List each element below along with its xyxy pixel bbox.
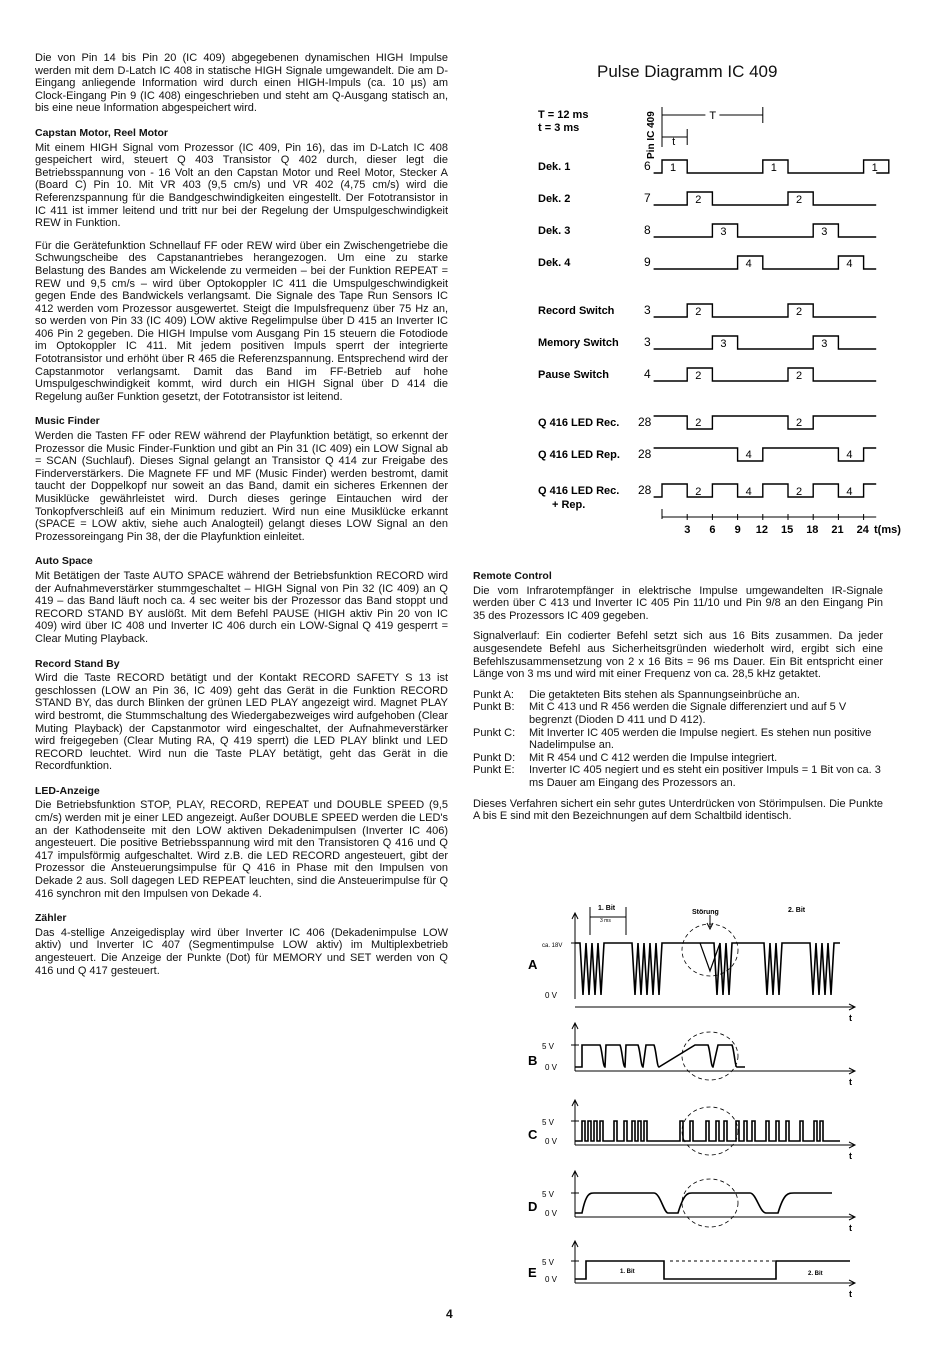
disturbance-spike	[700, 943, 720, 971]
time-label: t	[849, 1151, 852, 1161]
pulse-waveform	[654, 304, 877, 317]
signal-waveform	[575, 1045, 745, 1067]
pin-number: 6	[644, 159, 651, 173]
axis-tick-label: 3	[684, 524, 691, 536]
signal-trace-b	[528, 1023, 855, 1087]
pulse-number: 3	[821, 338, 828, 350]
pulse-width-label: t = 3 ms	[538, 122, 580, 134]
pulse-number: 2	[796, 306, 803, 318]
voltage-label: 5 V	[542, 1042, 555, 1051]
pulse-number: 2	[695, 417, 702, 429]
trace-letter: A	[528, 957, 538, 972]
pulse-row-label: Dek. 3	[538, 225, 571, 237]
section-heading-music-finder: Music Finder	[35, 415, 100, 428]
disturbance-label: Störung	[692, 909, 719, 916]
section-heading-counter: Zähler	[35, 912, 67, 925]
trace-letter: D	[528, 1199, 538, 1214]
bit-duration-label: 3 ms	[600, 918, 611, 924]
point-item: Punkt D: Mit R 454 und C 412 werden die Impulse integriert.	[473, 751, 778, 764]
bit1-label: 1. Bit	[598, 905, 616, 912]
pin-number: 4	[644, 367, 651, 381]
paragraph: Dieses Verfahren sichert ein sehr gutes Unterdrücken von Störimpulsen. Die Punkte A bis E sind mit den Bezeichnungen auf dem Schaltbild identisch.	[473, 797, 883, 823]
paragraph: Die Betriebsfunktion STOP, PLAY, RECORD, REPEAT und DOUBLE SPEED (9,5 cm/s) werden mit je einer LED angezeigt. Außer DOUBLE SPEED werden die LED's an der Kathodenseite mit den LOW aktiven Dekadenimpulsen (Inverter IC 406) angesteuert. Die positive Betriebsspannung wird mit den Transistoren Q 416 und Q 417 impulsförmig aufgeschaltet. Wird z.B. die LED RECORD angesteuert, gibt der Prozessor die Ansteuerungsimpulse für Q 416 in Phase mit den Impulsen von Dekade 2 aus. Soll dagegen LED REPEAT leuchten, sind die Ansteuerimpulse für Q 416 synchron mit den Impulsen von Dekade 4.	[35, 799, 448, 900]
point-item: Punkt A: Die getakteten Bits stehen als Spannungseinbrüche an.	[473, 688, 800, 701]
axis-tick-label: 15	[781, 524, 794, 536]
bit2-label: 2. Bit	[788, 907, 806, 914]
pulse-row-label: Q 416 LED Rec.	[538, 417, 620, 429]
pulse-number: 3	[821, 226, 828, 238]
paragraph: Werden die Tasten FF oder REW während der Playfunktion betätigt, so erkennt der Prozessor die Music Finder-Funktion und gibt an Pin 31 (IC 409) ein LOW Signal ab = SCAN (Suchlauf). Dieses Signal gelangt an Transistor Q 414 zur Freigabe des Finderverstärkers. Die Magnete FF und MF (Music Finder) werden bestromt, damit taucht der Doppelkopf nur soweit an das Band, damit ein sicheres Erkennen der Musiklücke gewährleistet wird. Durch dieses geringe Eintauchen wird der Tonkopfverschleiß auf ein Minimum reduziert. Wird nun eine Musiklücke erkannt (SPACE = LOW aktiv, siehe auch Analogteil) gelangt dieses LOW Signal an den Prozessoreingang Pin 38, der die Playfunktion einleitet.	[35, 430, 448, 543]
page-number: 4	[446, 1307, 453, 1321]
point-list	[473, 689, 883, 790]
remote-signal-diagram	[520, 895, 880, 1305]
point-item: Punkt B: Mit C 413 und R 456 werden die Signale differenziert und auf 5 V begrenzt (Dioden D 411 und D 412).	[473, 701, 847, 726]
axis-tick-label: 9	[734, 524, 741, 536]
pin-number: 3	[644, 303, 651, 317]
pulse-waveform	[654, 416, 877, 429]
voltage-label: 5 V	[542, 1118, 555, 1127]
point-item: Punkt E: Inverter IC 405 negiert und es steht ein positiver Impuls = 1 Bit von ca. 3 ms Dauer am Eingang des Prozessors an.	[473, 764, 881, 789]
pulse-number: 3	[720, 226, 727, 238]
paragraph: Mit einem HIGH Signal vom Prozessor (IC 409, Pin 16), das im D-Latch IC 408 gespeichert wird, steuert Q 403 Transistor Q 402 durch, dieser legt die Betriebsspannung von - 16 Volt an den Capstan Motor und Reel Motor, Stecker A (Board C) Pin 10. Mit VR 403 (9,5 cm/s) und VR 402 (4,75 cm/s) wird die Referenzspannung für die Bandgeschwindigkeiten eingestellt. Der Fototransistor in IC 411 ist immer leitend und tritt nur bei der Regelung der Umspulgeschwindigkeit REW in Funktion.	[35, 141, 448, 230]
point-item: Punkt C: Mit Inverter IC 405 werden die Impulse negiert. Es stehen nun positive Nadelimpulse an.	[473, 726, 872, 752]
pulse-row-label: Record Switch	[538, 305, 615, 317]
trace-letter: B	[528, 1053, 538, 1068]
disturbance-arrow	[707, 915, 713, 929]
period-label: T = 12 ms	[538, 109, 589, 121]
intro-paragraph: Die von Pin 14 bis Pin 20 (IC 409) abgegebenen dynamischen HIGH Impulse werden mit dem D-Latch IC 408 in statische HIGH Signale umgewandelt. Die am D-Eingang anliegende Information wird durch einen HIGH-Impuls (ca. 10 µs) am Clock-Eingang Pin 9 (IC 408) eingeschrieben und steht am Q-Ausgang statisch an, bis eine neue Information abgespeichert wird.	[35, 52, 448, 115]
pin-number: 9	[644, 255, 651, 269]
pulse-waveform	[654, 336, 877, 349]
zero-volt-label: 0 V	[545, 991, 558, 1000]
pulse-number: 2	[796, 417, 803, 429]
bit2-label: 2. Bit	[808, 1271, 823, 1277]
pulse-number: 1	[770, 162, 777, 174]
pin-number: 7	[644, 191, 651, 205]
trace-letter: E	[528, 1265, 537, 1280]
pulse-waveform	[654, 224, 877, 237]
paragraph: Mit Betätigen der Taste AUTO SPACE während der Betriebsfunktion RECORD wird der Aufnahmeverstärker stummgeschaltet – HIGH Signal von Pin 32 (IC 409) an Q 419 – das Band läuft noch ca. 4 sec weiter bis der Prozessor das Band stoppt und RECORD STAND BY auslößt. Mit dem Befehl PAUSE (HIGH aktiv Pin 20 von IC 409) wird über IC 408 und Inverter IC 406 durch ein LOW-Signal Q 419 gesperrt = Clear Muting Playback.	[35, 569, 448, 645]
pulse-waveform	[654, 484, 877, 497]
paragraph: Wird die Taste RECORD betätigt und der Kontakt RECORD SAFETY S 13 ist geschlossen (LOW an Pin 36, IC 409) geht das Gerät in die Funktion RECORD STAND BY, das durch Blinken der grünen LED PLAY angezeigt wird. Magnet PLAY wird bestromt, die Stummschaltung des Wiedergabezweiges wird aufgehoben (Clear Muting Playback) der Capstanmotor wird eingeschaltet, der Aufnahmeverstärker wird freigegeben (Clear Muting RA, Q 419 sperrt) die LED PLAY blinkt und LED RECORD leuchtet. Wird nun die Taste PLAY betätigt, geht das Gerät in die Recordfunktion.	[35, 672, 448, 773]
pin-number: 28	[638, 415, 652, 429]
pulse-waveform	[654, 192, 877, 205]
pulse-number: 2	[796, 370, 803, 382]
pulse-diagram-title: Pulse Diagramm IC 409	[597, 62, 778, 81]
pulse-waveform	[654, 448, 877, 461]
pulse-diagram	[530, 85, 901, 540]
pulse-number: 3	[720, 338, 727, 350]
bit1-label: 1. Bit	[620, 1269, 635, 1275]
pulse-waveform	[654, 368, 877, 381]
pulse-row-label: + Rep.	[552, 499, 586, 511]
disturbance-marker	[682, 924, 738, 976]
axis-tick-label: 24	[856, 524, 869, 536]
zero-volt-label: 0 V	[545, 1209, 558, 1218]
pulse-symbol: t	[672, 136, 676, 148]
zero-volt-label: 0 V	[545, 1063, 558, 1072]
paragraph: Für die Gerätefunktion Schnellauf FF oder REW wird über ein Zwischengetriebe die Schwungscheibe des Capstanantriebes herangezogen. Um eine zu starke Belastung des Bandes am Wickelende zu vermeiden – bei der Funktion REPEAT = REW und 9,5 cm/s – wird über Optokoppler IC 411 die Umspulgeschwindigkeit gegen Ende des Bandwickels verlangsamt. Die Signale des Tape Run Sensors IC 412 werden vom Prozessor ausgewertet. Steigt die Impulsfrequenz über 75 Hz an, so werden von Pin 33 (IC 409) LOW aktive Regelimpulse über D 415 an Inverter IC 406 Pin 2 gegeben. Die HIGH Impulse vom Ausgang Pin 15 steuern die Fotodiode im Optokoppler IC 411. Mit jedem positiven Impuls sperrt der integrierte Fototransistor und erhöht über R 465 die Referenzspannung. Entsprechend wird der Capstanmotor verlangsamt. Damit das Band im FF-Betrieb auf hohe Umspulgeschwindigkeit kommt, wird durch ein HIGH Signal über D 414 die Regelung außer Funktion gesetzt, der Fototransistor ist leitend.	[35, 239, 448, 403]
paragraph: Die vom Infrarotempfänger in elektrische Impulse umgewandelten IR-Signale werden über C 413 und Inverter IC 405 Pin 11/10 und Pin 9/8 an den Eingang Pin 35 des Prozessors IC 409 gegeben.	[473, 584, 883, 622]
axis-tick-label: 18	[806, 524, 819, 536]
zero-volt-label: 0 V	[545, 1275, 558, 1284]
signal-waveform	[575, 943, 840, 995]
axis-unit-label: t(ms)	[874, 524, 901, 536]
period-symbol: T	[709, 110, 717, 122]
disturbance-marker	[682, 1179, 738, 1227]
voltage-label: 5 V	[542, 1190, 555, 1199]
pulse-number: 1	[670, 162, 677, 174]
time-label: t	[849, 1223, 852, 1233]
section-heading-remote-control: Remote Control	[473, 570, 552, 582]
trace-letter: C	[528, 1127, 538, 1142]
pulse-row-label: Dek. 4	[538, 257, 571, 269]
pulse-row-label: Dek. 2	[538, 193, 571, 205]
pin-number: 28	[638, 447, 652, 461]
signal-trace-c	[528, 1100, 855, 1161]
section-heading-record-stand-by: Record Stand By	[35, 657, 120, 670]
zero-volt-label: 0 V	[545, 1137, 558, 1146]
pulse-number: 2	[796, 486, 803, 498]
pin-number: 3	[644, 335, 651, 349]
pulse-number: 2	[695, 370, 702, 382]
right-column	[473, 570, 883, 831]
axis-tick-label: 12	[755, 524, 769, 536]
signal-waveform	[575, 1121, 840, 1141]
pulse-row-label: Dek. 1	[538, 161, 571, 173]
paragraph: Signalverlauf: Ein codierter Befehl setzt sich aus 16 Bits zusammen. Da jeder ausgesendete Befehl aus Sicherheitsgründen wiederholt wird, ergibt sich eine Befehlszusammensetzung von 2 x 16 Bits = 96 ms Dauer. Ein Bit entspricht einer Länge von 3 ms und wird mit einer Frequenz von ca. 28,5 kHz getaktet.	[473, 630, 883, 681]
pulse-number: 4	[745, 258, 752, 270]
section-heading-auto-space: Auto Space	[35, 555, 93, 568]
pulse-number: 2	[695, 486, 702, 498]
pulse-number: 4	[846, 449, 853, 461]
pulse-number: 4	[745, 486, 752, 498]
pulse-row-label: Pause Switch	[538, 369, 609, 381]
axis-tick-label: 6	[709, 524, 716, 536]
axis-tick-label: 21	[831, 524, 844, 536]
pulse-number: 2	[695, 194, 702, 206]
pulse-row-label: Q 416 LED Rec.	[538, 485, 620, 497]
section-heading-capstan: Capstan Motor, Reel Motor	[35, 126, 169, 139]
signal-waveform	[575, 1193, 832, 1213]
voltage-label: 5 V	[542, 1258, 555, 1267]
pin-header: Pin IC 409	[646, 111, 657, 159]
pulse-row-label: Q 416 LED Rep.	[538, 449, 620, 461]
pulse-number: 4	[846, 486, 853, 498]
left-column	[35, 52, 448, 987]
section-heading-led: LED-Anzeige	[35, 784, 100, 797]
signal-trace-a	[528, 913, 855, 1023]
pin-number: 8	[644, 223, 651, 237]
signal-trace-d	[528, 1171, 855, 1233]
pulse-number: 4	[846, 258, 853, 270]
signal-trace-e	[528, 1241, 855, 1299]
pin-number: 28	[638, 483, 652, 497]
pulse-number: 1	[871, 162, 878, 174]
paragraph: Das 4-stellige Anzeigedisplay wird über Inverter IC 406 (Dekadenimpulse LOW aktiv) und Inverter IC 407 (Segmentimpulse LOW aktiv) im Multiplexbetrieb angesteuert. Die Anzeige der Punkte (Dot) für MEMORY und SET werden von Q 416 und Q 417 gesteuert.	[35, 926, 448, 977]
pulse-waveform	[654, 256, 877, 269]
pulse-row-label: Memory Switch	[538, 337, 619, 349]
pulse-number: 4	[745, 449, 752, 461]
voltage-label: ca. 18V	[542, 943, 563, 949]
pulse-number: 2	[695, 306, 702, 318]
pulse-number: 2	[796, 194, 803, 206]
time-label: t	[849, 1077, 852, 1087]
time-label: t	[849, 1289, 852, 1299]
time-label: t	[849, 1013, 852, 1023]
